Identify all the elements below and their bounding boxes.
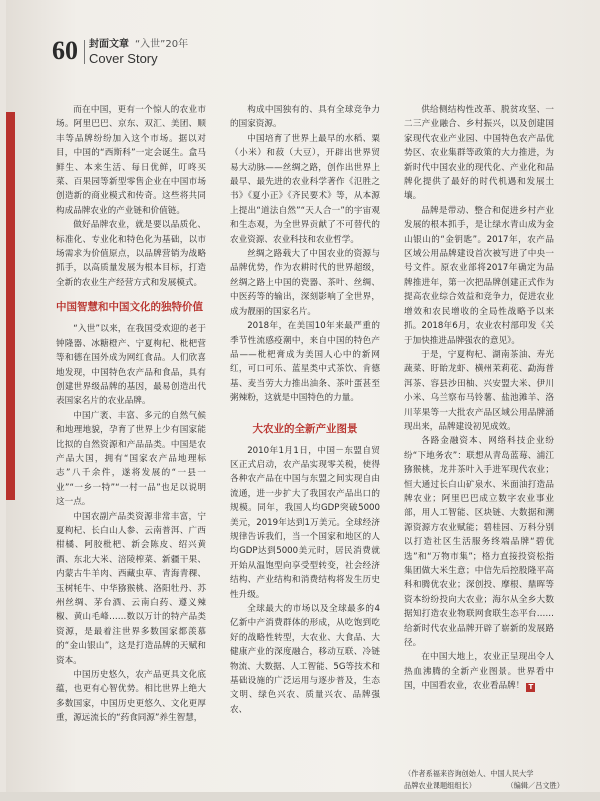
paragraph: 各路金融资本、网络科技企业纷纷“下地务农”：联想从青岛蓝莓、浦江猕猴桃，龙井茶叶入手进军现代农业；恒大通过长白山矿泉水、米面油打造品牌农业；阿里巴巴成立数字农业事业部，用人工智能、区块链、大数据和溯源资源方农业赋能；碧桂园、万科分别以打造社区生活服务终端品牌“碧优选”和“万物市集”；格力直接投资松指集团做大米生意；中信先后控股隆平高科和腾优农业；深创投、摩根、鼎晖等资本纷纷投向大农业；海尔从全乡大数据知打造农业物联网食联生态平台……给新时代农业品牌开辟了崭新的发展路径。	[404, 436, 554, 649]
paragraph: 中国历史悠久，农产品更具文化底蕴，也更有心智优势。相比世界上绝大多数国家，中国历史更悠久、文化更厚重，源远流长的“药食同源”养生智慧，	[56, 670, 206, 724]
section-subtitle: Cover Story	[89, 51, 158, 66]
section-label	[89, 39, 188, 51]
article-column-3	[404, 103, 554, 694]
paragraph: “入世”以来，在我国受欢迎的老于钟隆器、冰糖橙产、宁夏枸杞、枇杷营等和德在国外成为网红食品。人们欣喜地发现，中国特色农产品和食品，具有创建世界级品牌的基因，最易创造出代表国家名片的农业品牌。	[56, 324, 206, 407]
paragraph: 丝绸之路载大了中国农业的资源与品牌优势，作为农耕时代的世界超级，丝绸之路上中国的瓷器、茶叶、丝绸、中医药等的输出，深刻影响了全世界，成为靓丽的国家名片。	[230, 249, 380, 317]
paragraph: 2018年，在美国10年来最严重的季节性流感疫潮中，来自中国的特色产品——枇杷膏成为美国人心中的新网红，可口可乐、蓝星类中式茶饮、肯德基、麦当劳大力推出油条、茶叶蛋甚至粥辣粉，这就是中国特色的力量。	[230, 321, 380, 404]
series-title: “入世”20年	[135, 39, 189, 50]
paragraph: 构成中国独有的、具有全球竞争力的国家资源。	[230, 105, 380, 130]
paragraph	[404, 650, 554, 693]
author-note-line: 品牌农业课题组组长）	[404, 781, 476, 790]
paragraph: 供给侧结构性改革、脱贫攻坚、一二三产业融合、乡村振兴，以及创建国家现代农业产业园、中国特色农产品优势区、农业集群等政策的大力推进，为新时代中国农业的现代化、产业化和品牌化提供了最好的时代机遇和发展土壤。	[404, 105, 554, 202]
author-note	[404, 768, 564, 792]
editor-credit: （编辑／吕文胜）	[506, 781, 564, 790]
article-column-2	[230, 103, 380, 717]
author-note-line: （作者系福来咨询创始人、中国人民大学	[404, 769, 534, 778]
paragraph: 做好品牌农业，就是要以品质化、标准化、专业化和特色化为基础，以市场需求为价值原点，以品牌营销为战略抓手，以高质量发展为根本目标，打造全新的农业生产经营方式和发展模式。	[56, 220, 206, 288]
paragraph: 而在中国，更有一个惊人的农业市场。阿里巴巴、京东、双汇、美团、顺丰等品牌纷纷加入这个市场。据以对目，中国的“西斯科”一定会诞生。盒马鲜生、本来生活、每日优鲜，叮咚买菜、百果园等新型零售企业在中国市场创造新的商业模式和传奇。这些将共同构成品牌农业的产业链和价值链。	[56, 105, 206, 216]
section-heading: 中国智慧和中国文化的独特价值	[56, 301, 203, 314]
paragraph: 于是，宁夏枸杞、湖南茶油、寿光蔬菜、盱眙龙虾、横州茉莉花、勐海普洱茶、容县沙田柚、兴安盟大米、伊川小米、乌兰察布马铃薯、盐池滩羊、洛川苹果等一大批农产品区域公用品牌涌现出来，品牌建设初见成效。	[404, 349, 554, 432]
section-title: 封面文章	[89, 39, 129, 50]
paragraph: 中国培育了世界上最早的水稻、粟（小米）和菽（大豆），开辟出世界贸易大动脉——丝绸之路，创作出世界上最早、最先进的农业科学著作《氾胜之书》《夏小正》《齐民要术》等，从本源上提出“道法自然”“天人合一”的宇宙观和生态观，为全世界贡献了不可替代的农业资源、农业科技和农业哲学。	[230, 133, 380, 245]
paragraph: 全球最大的市场以及全球最多的4亿新中产消费群体的形成，从吃饱到吃好的战略性转型，大农业、大食品、大健康产业的深度融合，移动互联、冷链物流、大数据、人工智能、5G等技术和基础设施的广泛运用与逐步普及，生态文明、绿色兴农、质量兴农、品牌强农、	[230, 604, 380, 715]
red-accent-bar	[6, 112, 15, 500]
section-heading: 大农业的全新产业图景	[252, 422, 358, 435]
paragraph: 品牌是带动、整合和促进乡村产业发展的根本抓手，是让绿水青山成为金山银山的“金钥匙”。2017年，农产品区域公用品牌建设首次被写进了中央一号文件。原农业部将2017年确定为品牌推进年，第一次把品牌创建正式作为提高农业综合效益和竞争力，促进农业增效和农民增收的全局性战略予以来抓。2018年6月，农业农村部印发《关于加快推进品牌强农的意见》。	[404, 205, 554, 346]
end-of-article-icon: T	[526, 683, 535, 692]
author-note-row	[404, 780, 564, 792]
page-bottom-edge	[0, 792, 600, 801]
page-number: 60	[52, 36, 78, 65]
header-divider	[84, 40, 85, 64]
paragraph: 中国农副产品类资源非常丰富，宁夏枸杞、长白山人参、云南普洱、广西柑橘、阿胶枇杷、新会陈皮、绍兴黄酒、东北大米、涪陵榨菜、新疆干果、内蒙古牛羊肉、西藏虫草、青海青稞、玉树牦牛、中华猕猴桃、洛阳牡丹、苏州丝绸、茅台酒、云南白药、遵义辣椒、黄山毛峰……数以万计的特产品类资源，是最着注世界多数国家都羡慕的“金山银山”，这是打造品牌的天赋和资本。	[56, 511, 206, 666]
article-column-1	[56, 103, 206, 726]
paragraph: 中国广袤、丰富、多元的自然气候和地理地貌，孕育了世界上少有国家能比拟的自然资源和产品品类。中国是农产品大国，拥有“国家农产品地理标志”八千余件，遂将发展的“一县一业”“一乡一特”“一村一品”也足以说明这一点。	[56, 410, 206, 508]
closing-text: 在中国大地上，农业正呈现出令人热血沸腾的全新产业图景。世界看中国，中国看农业，农业看品牌！	[404, 652, 554, 692]
paragraph: 2010年1月1日，中国－东盟自贸区正式启动，农产品实现零关税，使得各种农产品在中国与东盟之间实现自由流通，进一步扩大了我国农产品出口的规模。同年，我国人均GDP突破5000美元，2019年达到1万美元。全球经济规律告诉我们，当一个国家和地区的人均GDP达到5000美元时，居民消费就开始从温饱型向享受型转变，社会经济结构、产业结构和消费结构将发生历史性升级。	[230, 445, 380, 600]
